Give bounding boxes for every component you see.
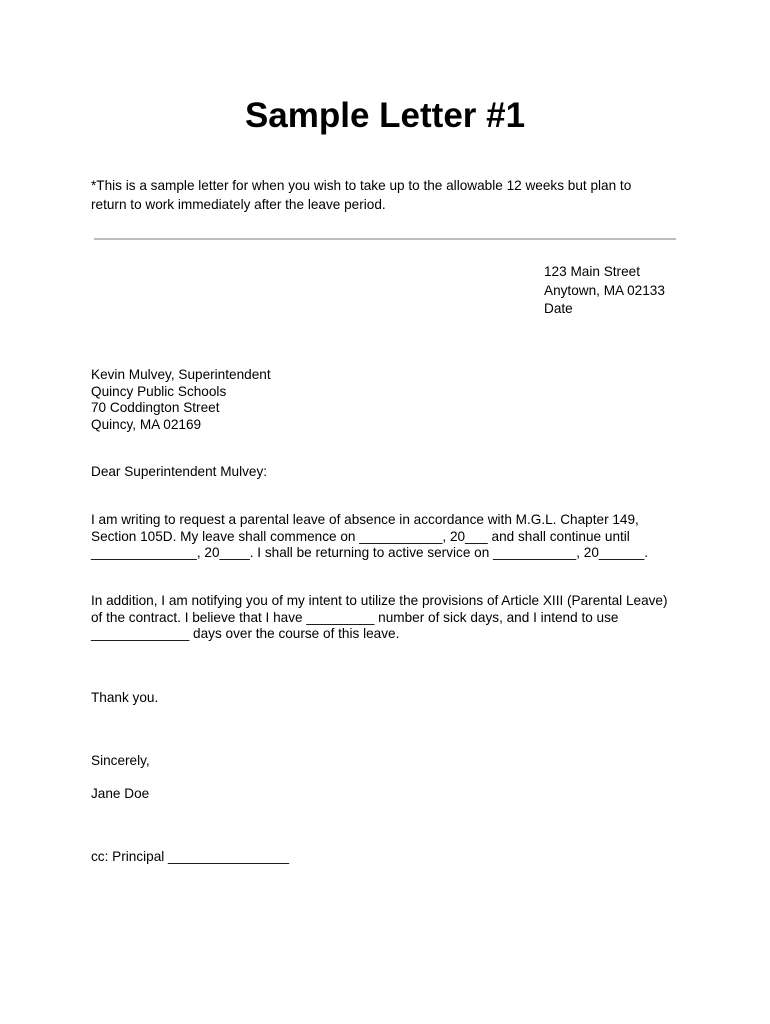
intro-note-line: *This is a sample letter for when you wish to take up to the allowable 12 weeks but plan to: [91, 178, 632, 193]
sender-city-state-zip: Anytown, MA 02133: [544, 282, 665, 298]
recipient-street: 70 Coddington Street: [91, 400, 220, 415]
sender-street: 123 Main Street: [544, 264, 640, 279]
recipient-city-state-zip: Quincy, MA 02169: [91, 416, 202, 432]
horizontal-divider: [94, 238, 676, 240]
recipient-address: [91, 367, 271, 433]
signature-name: Jane Doe: [91, 786, 150, 801]
intro-note-line: return to work immediately after the leave period.: [91, 197, 386, 212]
page-title: Sample Letter #1: [244, 96, 526, 135]
paragraph-line: In addition, I am notifying you of my intent to utilize the provisions of Article XIII (Parental Leave): [91, 593, 668, 608]
intro-note: [91, 176, 671, 214]
paragraph-line: I am writing to request a parental leave of absence in accordance with M.G.L. Chapter 149,: [91, 512, 639, 527]
sender-date: Date: [544, 301, 573, 316]
recipient-organization: Quincy Public Schools: [91, 383, 227, 399]
signoff: Sincerely,: [91, 753, 150, 768]
leave-request-paragraph: [91, 512, 648, 562]
sick-days-paragraph: [91, 593, 668, 643]
paragraph-line: Section 105D. My leave shall commence on ___________, 20___ and shall continue until: [91, 528, 630, 544]
salutation: Dear Superintendent Mulvey:: [91, 464, 268, 479]
sender-address: [544, 263, 665, 319]
paragraph-line: ______________, 20____. I shall be returning to active service on ___________, 20______.: [91, 545, 649, 560]
paragraph-line: _____________ days over the course of this leave.: [91, 626, 400, 641]
cc-line: cc: Principal ________________: [91, 849, 290, 864]
paragraph-line: of the contract. I believe that I have _________ number of sick days, and I intend to use: [91, 609, 619, 625]
recipient-name-title: Kevin Mulvey, Superintendent: [91, 367, 271, 382]
closing-thanks: Thank you.: [91, 690, 159, 705]
